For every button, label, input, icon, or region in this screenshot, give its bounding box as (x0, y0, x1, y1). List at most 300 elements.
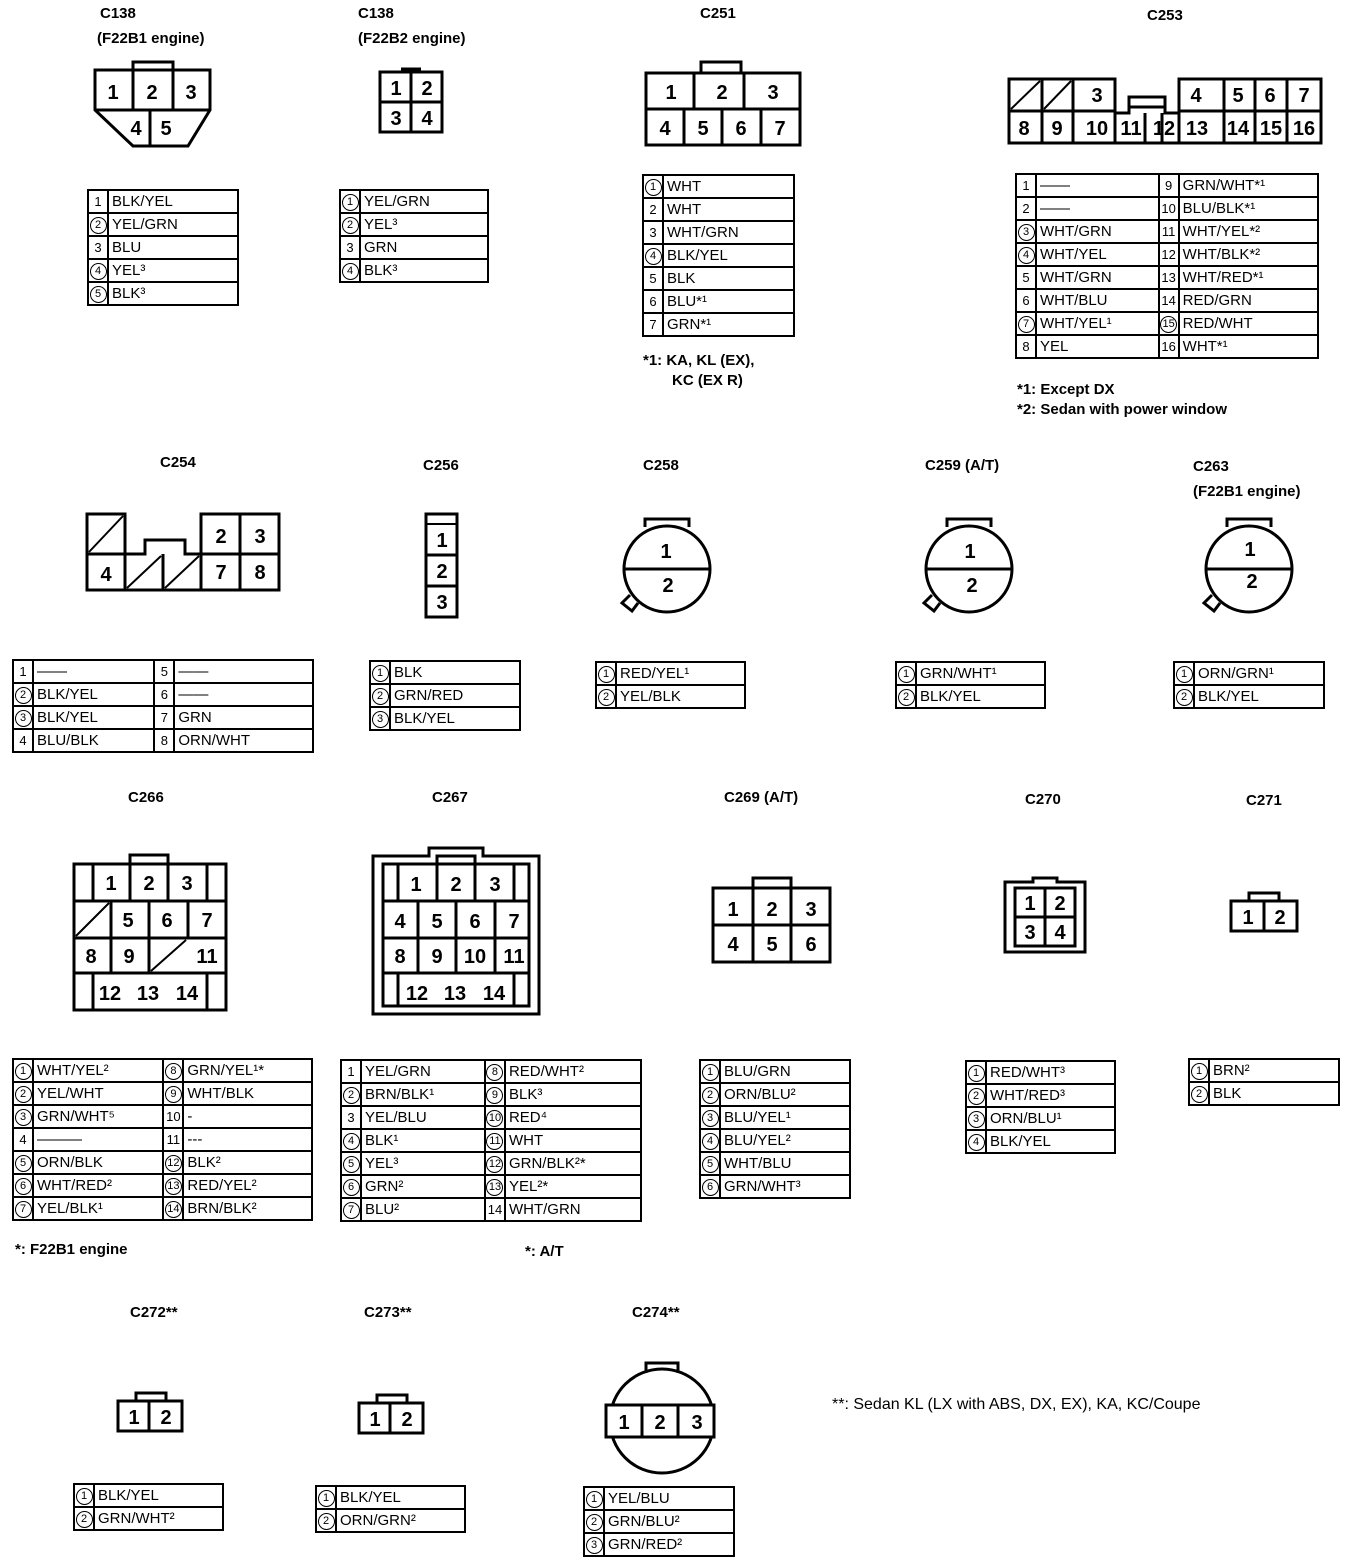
pin-number: 7 (154, 706, 174, 729)
wire-color: WHT (663, 175, 794, 198)
svg-text:2: 2 (450, 874, 462, 896)
connector-title: C266 (128, 789, 164, 806)
svg-text:3: 3 (805, 899, 817, 921)
pin-number: 1 (340, 190, 360, 213)
pin-number: 8 (154, 729, 174, 752)
wire-color: YEL³ (360, 213, 488, 236)
pin-number: 2 (1016, 197, 1036, 220)
wire-table-row (1016, 335, 1318, 358)
wire-table-row (340, 259, 488, 282)
wire-color: BLK¹ (361, 1129, 485, 1152)
svg-text:5: 5 (160, 118, 172, 140)
wire-color: BLK/YEL (33, 706, 154, 729)
wire-table-row (74, 1507, 223, 1530)
pin-number: 3 (13, 706, 33, 729)
svg-text:2: 2 (421, 78, 433, 100)
svg-text:7: 7 (215, 562, 227, 584)
svg-text:4: 4 (130, 118, 142, 140)
wire-color: ORN/BLK (33, 1151, 163, 1174)
svg-text:13: 13 (1185, 118, 1209, 140)
wire-color: BLK/YEL (663, 244, 794, 267)
connector-subtitle: (F22B1 engine) (97, 30, 205, 47)
connector-diagram-c254 (85, 510, 285, 594)
wire-table-row (896, 685, 1045, 708)
pin-number: 1 (13, 660, 33, 683)
svg-text:14: 14 (482, 983, 506, 1005)
connector-diagram-c259 (920, 515, 1020, 615)
pin-number: 9 (485, 1083, 505, 1106)
svg-text:3: 3 (436, 592, 448, 614)
wire-table-c256 (369, 660, 521, 731)
wire-color: GRN/YEL¹* (183, 1059, 312, 1082)
wire-color: ORN/BLU¹ (986, 1107, 1115, 1130)
pin-number: 2 (966, 1084, 986, 1107)
svg-text:2: 2 (160, 1407, 172, 1429)
wire-color: RED/YEL² (183, 1174, 312, 1197)
pin-number: 4 (13, 1128, 33, 1151)
wire-color: YEL²* (505, 1175, 641, 1198)
svg-text:10: 10 (463, 946, 487, 968)
svg-text:11: 11 (1120, 118, 1142, 140)
wire-color: WHT/GRN (663, 221, 794, 244)
wire-table-row (341, 1175, 641, 1198)
wire-color: BLK (1209, 1082, 1339, 1105)
pin-number: 4 (700, 1129, 720, 1152)
wire-table-row (13, 706, 313, 729)
wire-table-row (1016, 243, 1318, 266)
pin-number: 1 (1016, 174, 1036, 197)
pin-number: 2 (1189, 1082, 1209, 1105)
connector-diagram-c256 (424, 512, 460, 620)
wire-color: WHT/YEL² (33, 1059, 163, 1082)
wire-color: BLU (108, 236, 238, 259)
wire-table-row (13, 660, 313, 683)
wire-table-c254 (12, 659, 314, 753)
wire-table-row (370, 661, 520, 684)
wire-color: BRN/BLK¹ (361, 1083, 485, 1106)
pin-number: 1 (1189, 1059, 1209, 1082)
pin-number: 1 (370, 661, 390, 684)
wire-color: BLU/GRN (720, 1060, 850, 1083)
svg-text:7: 7 (774, 118, 786, 140)
svg-text:7: 7 (201, 910, 213, 932)
wire-color: BLK/YEL (336, 1486, 465, 1509)
wire-table-row (13, 1059, 312, 1082)
wire-table-row (341, 1129, 641, 1152)
connector-title: C269 (A/T) (724, 789, 799, 806)
svg-text:4: 4 (100, 564, 112, 586)
svg-text:1: 1 (436, 530, 448, 552)
wire-color: YEL/GRN (361, 1060, 485, 1083)
pin-number: 1 (316, 1486, 336, 1509)
wire-color: BLU/BLK*¹ (1179, 197, 1318, 220)
wire-color: WHT (663, 198, 794, 221)
connector-diagram-c271 (1229, 891, 1301, 935)
pin-number: 9 (163, 1082, 183, 1105)
svg-text:11: 11 (503, 946, 525, 968)
connector-diagram-c272 (116, 1391, 188, 1435)
wire-table-row (700, 1060, 850, 1083)
svg-text:1: 1 (1242, 907, 1254, 929)
wire-color: WHT/YEL*² (1179, 220, 1318, 243)
svg-text:5: 5 (766, 934, 778, 956)
pin-number: 7 (13, 1197, 33, 1220)
wire-color: GRN/BLK²* (505, 1152, 641, 1175)
pin-number: 1 (74, 1484, 94, 1507)
pin-number: 3 (341, 1106, 361, 1129)
connector-subtitle: (F22B1 engine) (1193, 483, 1301, 500)
pin-number: 2 (13, 683, 33, 706)
wire-table-row (1174, 685, 1324, 708)
pin-number: 1 (896, 662, 916, 685)
svg-text:3: 3 (390, 108, 402, 130)
wire-table-row (896, 662, 1045, 685)
svg-text:4: 4 (1190, 85, 1202, 107)
connector-subtitle: (F22B2 engine) (358, 30, 466, 47)
wire-color: BRN² (1209, 1059, 1339, 1082)
wire-table-row (340, 190, 488, 213)
wire-color: YEL³ (361, 1152, 485, 1175)
wire-table-c253 (1015, 173, 1319, 359)
wire-color: —— (1036, 197, 1159, 220)
pin-number: 13 (1159, 266, 1179, 289)
wire-table-c138a (87, 189, 239, 306)
pin-number: 10 (1159, 197, 1179, 220)
pin-number: 6 (1016, 289, 1036, 312)
wire-table-c259 (895, 661, 1046, 709)
wire-color: WHT/GRN (1036, 266, 1159, 289)
connector-diagram-c253 (1007, 75, 1327, 147)
svg-text:2: 2 (436, 561, 448, 583)
pin-number: 8 (163, 1059, 183, 1082)
svg-text:1: 1 (390, 78, 402, 100)
wire-color: BLK/YEL (33, 683, 154, 706)
footnote: *1: KA, KL (EX), (643, 352, 755, 369)
svg-text:3: 3 (691, 1412, 703, 1434)
pin-number: 8 (1016, 335, 1036, 358)
wire-table-c270 (965, 1060, 1116, 1154)
wire-color: BRN/BLK² (183, 1197, 312, 1220)
svg-text:12: 12 (1152, 118, 1176, 140)
pin-number: 11 (1159, 220, 1179, 243)
pin-number: 3 (584, 1533, 604, 1556)
pin-number: 2 (596, 685, 616, 708)
wire-color: BLK (390, 661, 520, 684)
wire-table-row (700, 1152, 850, 1175)
svg-text:2: 2 (1054, 893, 1066, 915)
wire-color: YEL/BLK (616, 685, 745, 708)
footnote: KC (EX R) (672, 372, 743, 389)
pin-number: 4 (340, 259, 360, 282)
pin-number: 1 (584, 1487, 604, 1510)
wire-color: RED/WHT² (505, 1060, 641, 1083)
pin-number: 2 (341, 1083, 361, 1106)
svg-text:11: 11 (196, 946, 218, 968)
pin-number: 1 (966, 1061, 986, 1084)
svg-text:4: 4 (394, 911, 406, 933)
pin-number: 12 (163, 1151, 183, 1174)
wire-table-row (341, 1152, 641, 1175)
wire-color: GRN/BLU² (604, 1510, 734, 1533)
connector-title: C138 (100, 5, 136, 22)
svg-text:1: 1 (727, 899, 739, 921)
wire-color: GRN/WHT⁵ (33, 1105, 163, 1128)
svg-text:3: 3 (489, 874, 501, 896)
wire-table-c138b (339, 189, 489, 283)
svg-text:2: 2 (143, 873, 155, 895)
wire-table-row (700, 1129, 850, 1152)
connector-diagram-c266 (72, 853, 232, 1013)
pin-number: 3 (643, 221, 663, 244)
wire-color: —— (33, 660, 154, 683)
svg-text:10: 10 (1085, 118, 1109, 140)
pin-number: 2 (700, 1083, 720, 1106)
wire-table-row (1189, 1082, 1339, 1105)
wire-color: WHT/BLU (1036, 289, 1159, 312)
connector-diagram-c138b (378, 67, 446, 135)
wire-table-row (74, 1484, 223, 1507)
pin-number: 6 (700, 1175, 720, 1198)
svg-text:1: 1 (665, 82, 677, 104)
wire-color: YEL/BLK¹ (33, 1197, 163, 1220)
wire-table-row (596, 662, 745, 685)
connector-title: C270 (1025, 791, 1061, 808)
pin-number: 2 (370, 684, 390, 707)
wire-table-row (700, 1083, 850, 1106)
wire-table-row (316, 1509, 465, 1532)
svg-text:6: 6 (1264, 85, 1276, 107)
wire-table-row (596, 685, 745, 708)
wire-table-row (1189, 1059, 1339, 1082)
wire-color: RED/GRN (1179, 289, 1318, 312)
wire-color: —— (174, 660, 313, 683)
svg-text:1: 1 (410, 874, 422, 896)
svg-text:3: 3 (1024, 922, 1036, 944)
pin-number: 13 (485, 1175, 505, 1198)
svg-text:4: 4 (659, 118, 671, 140)
svg-text:1: 1 (107, 82, 119, 104)
wire-table-row (13, 1174, 312, 1197)
wire-table-row (341, 1083, 641, 1106)
connector-title: C263 (1193, 458, 1229, 475)
footnote: *1: Except DX (1017, 381, 1115, 398)
svg-text:2: 2 (654, 1412, 666, 1434)
pin-number: 2 (13, 1082, 33, 1105)
wire-color: RED/WHT³ (986, 1061, 1115, 1084)
wire-table-row (341, 1198, 641, 1221)
svg-text:8: 8 (254, 562, 266, 584)
svg-text:1: 1 (964, 541, 976, 563)
wire-color: WHT/BLK*² (1179, 243, 1318, 266)
wire-table-row (13, 729, 313, 752)
svg-text:2: 2 (1274, 907, 1286, 929)
connector-diagram-c138a (93, 60, 213, 150)
wire-table-c266 (12, 1058, 313, 1221)
svg-text:13: 13 (443, 983, 467, 1005)
pin-number: 5 (88, 282, 108, 305)
wire-color: ORN/WHT (174, 729, 313, 752)
svg-text:4: 4 (421, 108, 433, 130)
wire-table-row (700, 1175, 850, 1198)
wire-color: BLK (663, 267, 794, 290)
wire-table-row (13, 1128, 312, 1151)
connector-title: C272** (130, 1304, 178, 1321)
pin-number: 2 (584, 1510, 604, 1533)
svg-text:2: 2 (966, 575, 978, 597)
pin-number: 5 (341, 1152, 361, 1175)
wire-table-row (1016, 312, 1318, 335)
wire-color: GRN*¹ (663, 313, 794, 336)
wire-color: WHT/BLK (183, 1082, 312, 1105)
pin-number: 7 (643, 313, 663, 336)
wire-table-row (584, 1533, 734, 1556)
pin-number: 1 (88, 190, 108, 213)
wire-color: BLK/YEL (390, 707, 520, 730)
wire-color: WHT*¹ (1179, 335, 1318, 358)
wire-table-row (966, 1130, 1115, 1153)
svg-text:9: 9 (431, 946, 443, 968)
pin-number: 12 (1159, 243, 1179, 266)
wire-color: RED/WHT (1179, 312, 1318, 335)
wire-table-row (643, 267, 794, 290)
pin-number: 5 (13, 1151, 33, 1174)
svg-text:5: 5 (122, 910, 134, 932)
wire-color: GRN/WHT¹ (916, 662, 1045, 685)
pin-number: 4 (1016, 243, 1036, 266)
connector-title: C138 (358, 5, 394, 22)
svg-text:2: 2 (401, 1409, 413, 1431)
wire-color: ——— (33, 1128, 163, 1151)
wire-table-row (88, 259, 238, 282)
wire-table-row (584, 1510, 734, 1533)
pin-number: 16 (1159, 335, 1179, 358)
pin-number: 14 (1159, 289, 1179, 312)
pin-number: 2 (896, 685, 916, 708)
wire-color: WHT/GRN (505, 1198, 641, 1221)
wire-color: BLK/YEL (108, 190, 238, 213)
svg-text:13: 13 (136, 983, 160, 1005)
wire-color: GRN/RED² (604, 1533, 734, 1556)
wire-table-row (966, 1061, 1115, 1084)
svg-text:1: 1 (128, 1407, 140, 1429)
wire-color: GRN (174, 706, 313, 729)
svg-text:8: 8 (85, 946, 97, 968)
wire-color: BLK³ (505, 1083, 641, 1106)
connector-diagram-c269 (711, 876, 835, 966)
pin-number: 3 (370, 707, 390, 730)
pin-number: 1 (700, 1060, 720, 1083)
wire-color: WHT/RED² (33, 1174, 163, 1197)
pin-number: 1 (13, 1059, 33, 1082)
svg-text:15: 15 (1259, 118, 1283, 140)
wire-table-row (1016, 266, 1318, 289)
svg-text:3: 3 (181, 873, 193, 895)
wire-color: WHT/RED*¹ (1179, 266, 1318, 289)
wire-table-row (584, 1487, 734, 1510)
wire-color: GRN² (361, 1175, 485, 1198)
pin-number: 5 (643, 267, 663, 290)
svg-text:3: 3 (767, 82, 779, 104)
pin-number: 4 (966, 1130, 986, 1153)
svg-text:7: 7 (1298, 85, 1310, 107)
svg-text:2: 2 (146, 82, 158, 104)
pin-number: 1 (643, 175, 663, 198)
wire-table-row (643, 221, 794, 244)
connector-diagram-c251 (644, 60, 804, 150)
wire-color: BLU*¹ (663, 290, 794, 313)
svg-text:2: 2 (766, 899, 778, 921)
wire-table-row (13, 1082, 312, 1105)
wire-color: BLK/YEL (916, 685, 1045, 708)
connector-title: C251 (700, 5, 736, 22)
wire-table-row (341, 1106, 641, 1129)
wire-color: YEL³ (108, 259, 238, 282)
connector-title: C254 (160, 454, 196, 471)
wire-table-row (13, 1105, 312, 1128)
svg-text:6: 6 (469, 911, 481, 933)
wire-table-row (88, 236, 238, 259)
wire-color: - (183, 1105, 312, 1128)
pin-number: 13 (163, 1174, 183, 1197)
svg-text:1: 1 (1024, 893, 1036, 915)
wire-color: WHT/BLU (720, 1152, 850, 1175)
pin-number: 15 (1159, 312, 1179, 335)
pin-number: 12 (485, 1152, 505, 1175)
pin-number: 10 (485, 1106, 505, 1129)
svg-text:3: 3 (185, 82, 197, 104)
pin-number: 14 (163, 1197, 183, 1220)
wire-color: GRN/RED (390, 684, 520, 707)
wire-table-row (1016, 197, 1318, 220)
svg-text:8: 8 (394, 946, 406, 968)
pin-number: 7 (341, 1198, 361, 1221)
wire-color: BLU² (361, 1198, 485, 1221)
wire-table-c263 (1173, 661, 1325, 709)
connector-diagram-c273 (357, 1393, 429, 1437)
svg-text:12: 12 (98, 983, 122, 1005)
footnote: *: F22B1 engine (15, 1241, 128, 1258)
wire-table-c267 (340, 1059, 642, 1222)
wire-color: --- (183, 1128, 312, 1151)
pin-number: 3 (1016, 220, 1036, 243)
pin-number: 11 (163, 1128, 183, 1151)
pin-number: 8 (485, 1060, 505, 1083)
svg-text:5: 5 (697, 118, 709, 140)
wire-color: WHT/YEL (1036, 243, 1159, 266)
wire-table-row (13, 1151, 312, 1174)
pin-number: 3 (340, 236, 360, 259)
wire-color: WHT/RED³ (986, 1084, 1115, 1107)
pin-number: 5 (700, 1152, 720, 1175)
wire-color: RED⁴ (505, 1106, 641, 1129)
svg-text:14: 14 (1226, 118, 1250, 140)
wire-table-c258 (595, 661, 746, 709)
svg-text:6: 6 (735, 118, 747, 140)
pin-number: 3 (700, 1106, 720, 1129)
pin-number: 3 (88, 236, 108, 259)
svg-text:9: 9 (1051, 118, 1063, 140)
pin-number: 4 (643, 244, 663, 267)
wire-color: BLK/YEL (1194, 685, 1324, 708)
pin-number: 5 (1016, 266, 1036, 289)
svg-text:2: 2 (716, 82, 728, 104)
wire-table-row (643, 290, 794, 313)
pin-number: 6 (13, 1174, 33, 1197)
wire-table-row (370, 684, 520, 707)
pin-number: 2 (643, 198, 663, 221)
pin-number: 2 (88, 213, 108, 236)
wire-table-row (1174, 662, 1324, 685)
